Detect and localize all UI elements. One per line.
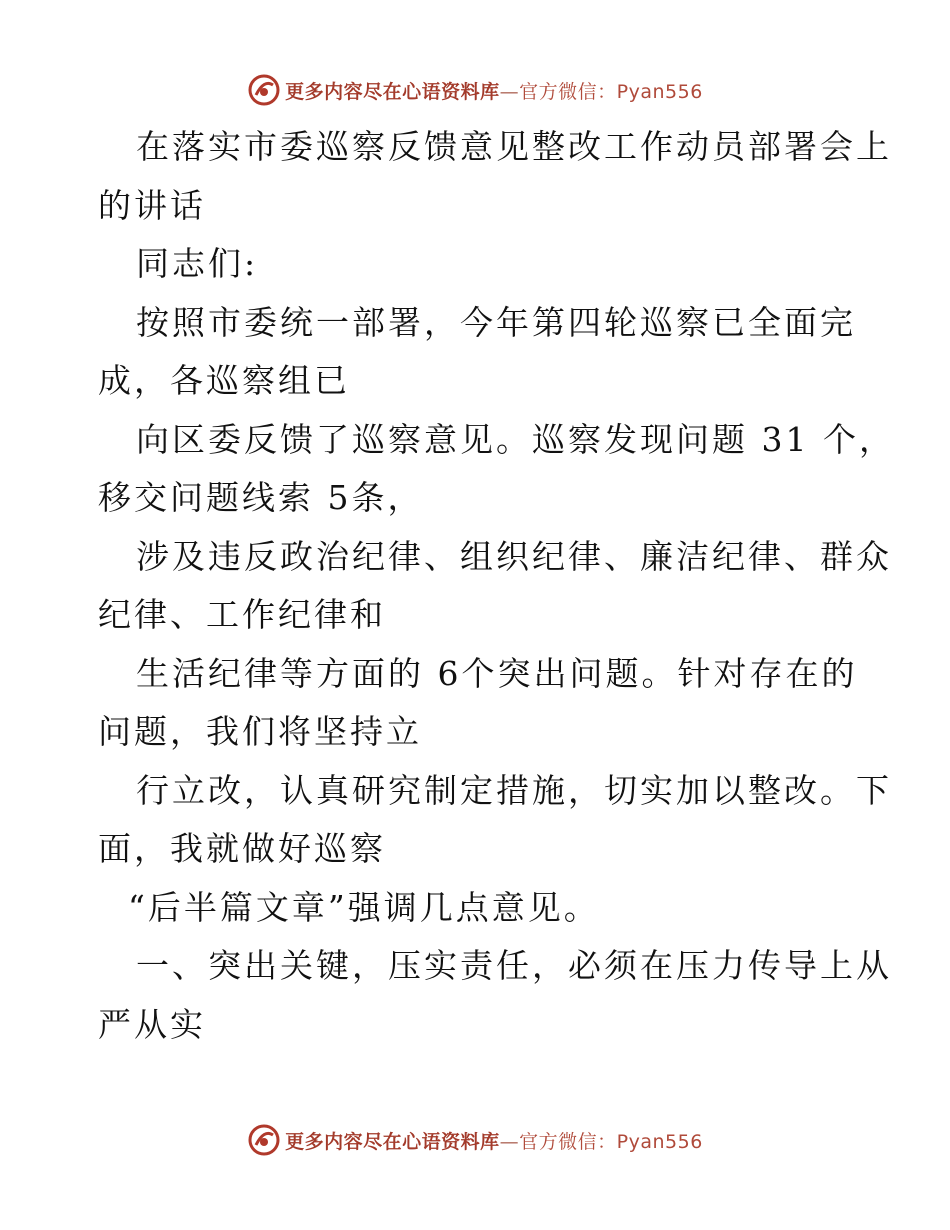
paragraph-line: 移交问题线索 5条， [98,478,424,517]
section-heading-line-1: 一、突出关键，压实责任，必须在压力传导上从 [136,946,892,985]
watermark-separator: — [499,1130,520,1153]
paragraph-line: 纪律、工作纪律和 [98,595,386,634]
header-watermark-banner [0,70,950,110]
paragraph-line: “后半篇文章”强调几点意见。 [128,887,600,927]
watermark-main-text: 更多内容尽在心语资料库 [285,80,500,103]
watermark-contact-text: 官方微信：Pyan556 [519,1130,703,1153]
document-title-line-1: 在落实市委巡察反馈意见整改工作动员部署会上 [136,127,892,166]
paragraph-line: 面，我就做好巡察 [98,829,386,868]
paragraph-line: 向区委反馈了巡察意见。巡察发现问题 31 个， [136,419,895,459]
footer-watermark-banner [0,1120,950,1160]
brand-logo-icon [247,1123,281,1157]
watermark-contact-text: 官方微信：Pyan556 [519,80,703,103]
paragraph-line: 行立改，认真研究制定措施，切实加以整改。下 [136,770,892,810]
paragraph-line: 按照市委统一部署，今年第四轮巡察已全面完 [136,302,856,342]
watermark-text [285,77,703,104]
paragraph-line: 生活纪律等方面的 6个突出问题。针对存在的 [136,653,858,693]
watermark-text [285,1127,703,1154]
document-title-line-2: 的讲话 [98,185,206,225]
paragraph-line: 问题，我们将坚持立 [98,712,422,751]
salutation: 同志们: [136,244,259,283]
section-heading-line-2: 严从实 [98,1004,206,1044]
watermark-separator: — [499,80,520,103]
document-body [98,118,895,1054]
watermark-main-text: 更多内容尽在心语资料库 [285,1130,500,1153]
paragraph-line: 成，各巡察组已 [98,361,350,400]
paragraph-line: 涉及违反政治纪律、组织纪律、廉洁纪律、群众 [136,536,892,576]
brand-logo-icon [247,73,281,107]
